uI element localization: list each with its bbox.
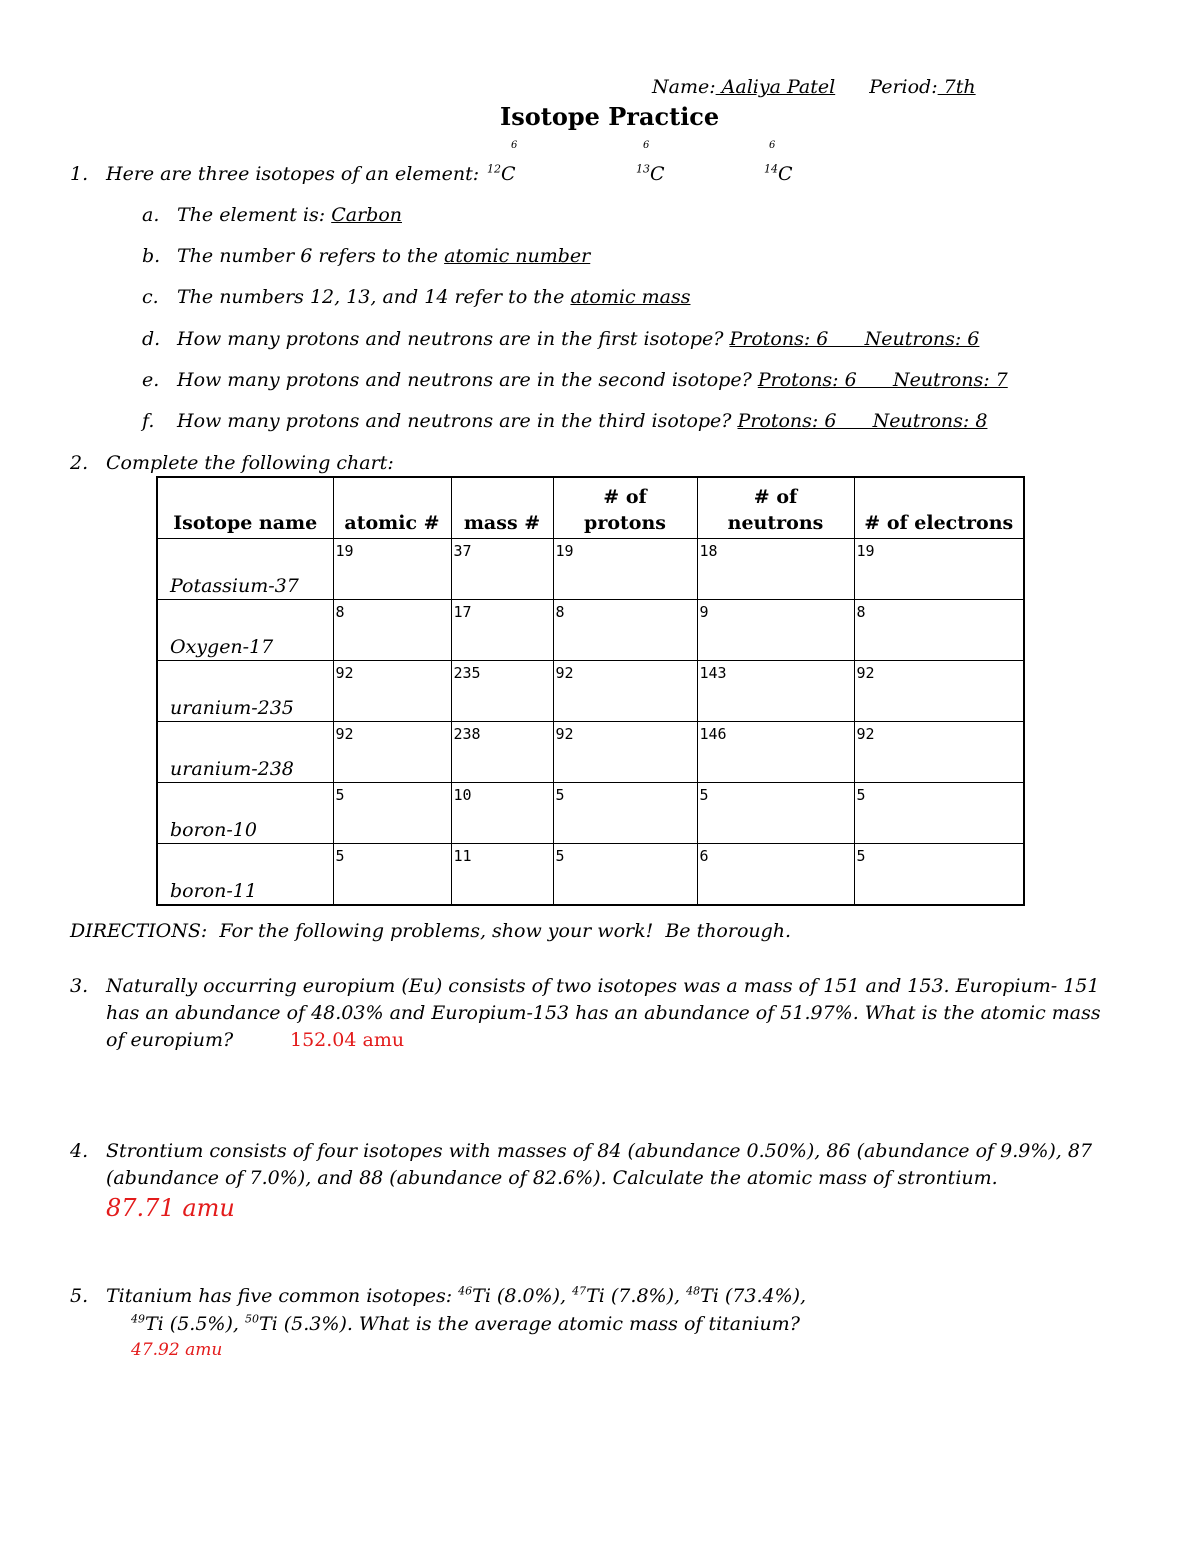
q1d-letter: d. xyxy=(142,328,161,350)
q5-number: 5. xyxy=(70,1285,89,1307)
student-name: Aaliya Patel xyxy=(715,76,836,98)
ti50-text: Ti (5.3%). What is the average atomic mass of titanium? xyxy=(258,1313,800,1335)
col-header-isotope-name: Isotope name xyxy=(157,477,333,539)
table-cell: 235 xyxy=(451,661,553,722)
table-cell: 92 xyxy=(854,661,1024,722)
period-label: Period: xyxy=(869,76,938,98)
isotope-name: uranium-238 xyxy=(170,758,294,780)
table-cell: 11 xyxy=(451,844,553,906)
directions: DIRECTIONS: For the following problems, show your work! Be thorough. xyxy=(70,920,792,942)
table-cell: 5 xyxy=(333,783,451,844)
table-row xyxy=(157,661,1024,722)
isotope-3-mass: 14 xyxy=(764,162,778,176)
table-cell: 92 xyxy=(553,722,697,783)
ti48-text: Ti (73.4%), xyxy=(700,1285,807,1307)
q2-text: Complete the following chart: xyxy=(106,452,394,474)
q1c-answer: atomic mass xyxy=(570,286,691,308)
q1b-answer: atomic number xyxy=(444,245,591,267)
isotope-2 xyxy=(636,163,665,185)
table-cell: 5 xyxy=(553,783,697,844)
table-cell: 92 xyxy=(333,661,451,722)
table-row xyxy=(157,844,1024,906)
table-cell: 19 xyxy=(854,539,1024,600)
col-header-neutrons-label: # of neutrons xyxy=(727,486,824,534)
table-cell: 5 xyxy=(553,844,697,906)
ti47-text: Ti (7.8%), xyxy=(586,1285,687,1307)
period-value: 7th xyxy=(937,76,976,98)
isotope-3-symbol: C xyxy=(778,163,793,185)
table-cell: 19 xyxy=(333,539,451,600)
q1e xyxy=(177,369,1008,391)
q4-line1: Strontium consists of four isotopes with masses of 84 (abundance 0.50%), 86 (abundance of 9.9%), 87 xyxy=(106,1140,1093,1162)
isotope-name: Potassium-37 xyxy=(170,575,299,597)
table-cell: 8 xyxy=(854,600,1024,661)
q1a-text: The element is: xyxy=(177,204,332,226)
q5-line1 xyxy=(106,1285,806,1307)
col-header-electrons: # of electrons xyxy=(854,477,1024,539)
q4-answer: 87.71 amu xyxy=(106,1194,235,1222)
q3-line2: has an abundance of 48.03% and Europium-153 has an abundance of 51.97%. What is the atomic mass xyxy=(106,1002,1101,1024)
q1f-text: How many protons and neutrons are in the third isotope? xyxy=(177,410,738,432)
isotope-2-symbol: C xyxy=(650,163,665,185)
chart-body xyxy=(157,539,1024,906)
q3-line1: Naturally occurring europium (Eu) consists of two isotopes was a mass of 151 and 153. Europium- 151 xyxy=(106,975,1100,997)
q1e-text: How many protons and neutrons are in the second isotope? xyxy=(177,369,758,391)
isotope-name: boron-11 xyxy=(170,880,257,902)
q5-intro: Titanium has five common isotopes: xyxy=(106,1285,459,1307)
q1c-letter: c. xyxy=(142,286,159,308)
name-label: Name: xyxy=(652,76,716,98)
q1b xyxy=(177,245,590,267)
isotope-name: boron-10 xyxy=(170,819,257,841)
col-header-protons-label: # of protons xyxy=(584,486,666,534)
q1a xyxy=(177,204,402,226)
table-cell: 37 xyxy=(451,539,553,600)
isotope-2-atomic: 6 xyxy=(643,140,650,151)
isotope-name-cell xyxy=(157,539,333,600)
isotope-name-cell xyxy=(157,661,333,722)
isotope-name-cell xyxy=(157,844,333,906)
ti48-mass: 48 xyxy=(686,1284,701,1298)
table-cell: 146 xyxy=(697,722,854,783)
ti49-mass: 49 xyxy=(131,1312,145,1326)
chart-header-row xyxy=(157,477,1024,539)
q1f-letter: f. xyxy=(142,410,155,432)
q4-line2: (abundance of 7.0%), and 88 (abundance of 82.6%). Calculate the atomic mass of strontium. xyxy=(106,1167,998,1189)
table-cell: 19 xyxy=(553,539,697,600)
table-cell: 143 xyxy=(697,661,854,722)
table-cell: 17 xyxy=(451,600,553,661)
q1b-letter: b. xyxy=(142,245,161,267)
col-header-atomic: atomic # xyxy=(333,477,451,539)
table-cell: 5 xyxy=(854,783,1024,844)
isotope-3-atomic: 6 xyxy=(769,140,776,151)
ti49-text: Ti (5.5%), xyxy=(145,1313,245,1335)
q1b-text: The number 6 refers to the xyxy=(177,245,445,267)
q1a-answer: Carbon xyxy=(331,204,402,226)
col-header-mass: mass # xyxy=(451,477,553,539)
isotope-name-cell xyxy=(157,783,333,844)
page-title: Isotope Practice xyxy=(500,102,720,131)
table-cell: 5 xyxy=(854,844,1024,906)
table-cell: 6 xyxy=(697,844,854,906)
q1d-answer: Protons: 6 Neutrons: 6 xyxy=(729,328,980,350)
table-cell: 5 xyxy=(333,844,451,906)
q4-number: 4. xyxy=(70,1140,89,1162)
ti46-text: Ti (8.0%), xyxy=(472,1285,573,1307)
q3-number: 3. xyxy=(70,975,89,997)
table-row xyxy=(157,600,1024,661)
q1a-letter: a. xyxy=(142,204,160,226)
table-row xyxy=(157,783,1024,844)
isotope-3 xyxy=(764,163,793,185)
isotope-chart xyxy=(156,476,1025,906)
table-row xyxy=(157,539,1024,600)
name-line xyxy=(652,76,976,98)
isotope-2-mass: 13 xyxy=(636,162,650,176)
ti47-mass: 47 xyxy=(572,1284,587,1298)
table-cell: 5 xyxy=(697,783,854,844)
isotope-name-cell xyxy=(157,600,333,661)
isotope-1-symbol: C xyxy=(501,163,516,185)
q1c-text: The numbers 12, 13, and 14 refer to the xyxy=(177,286,571,308)
ti46-mass: 46 xyxy=(458,1284,473,1298)
table-cell: 92 xyxy=(553,661,697,722)
q1f xyxy=(177,410,987,432)
table-cell: 238 xyxy=(451,722,553,783)
isotope-1-atomic: 6 xyxy=(511,140,518,151)
q1-number: 1. xyxy=(70,163,89,185)
col-header-neutrons xyxy=(697,477,854,539)
table-row xyxy=(157,722,1024,783)
isotope-1 xyxy=(487,163,516,185)
table-cell: 92 xyxy=(854,722,1024,783)
q1d-text: How many protons and neutrons are in the first isotope? xyxy=(177,328,730,350)
col-header-protons xyxy=(553,477,697,539)
q1e-answer: Protons: 6 Neutrons: 7 xyxy=(757,369,1008,391)
q1c xyxy=(177,286,690,308)
table-cell: 18 xyxy=(697,539,854,600)
table-cell: 9 xyxy=(697,600,854,661)
table-cell: 8 xyxy=(333,600,451,661)
q1f-answer: Protons: 6 Neutrons: 8 xyxy=(737,410,988,432)
isotope-1-mass: 12 xyxy=(487,162,501,176)
table-cell: 8 xyxy=(553,600,697,661)
q1e-letter: e. xyxy=(142,369,160,391)
q3-line3: of europium? xyxy=(106,1029,234,1051)
q1-text: Here are three isotopes of an element: xyxy=(106,163,480,185)
q5-line2 xyxy=(131,1313,800,1335)
ti50-mass: 50 xyxy=(244,1312,259,1326)
q2-number: 2. xyxy=(70,452,89,474)
isotope-name: Oxygen-17 xyxy=(170,636,274,658)
q3-answer: 152.04 amu xyxy=(290,1029,405,1051)
table-cell: 92 xyxy=(333,722,451,783)
table-cell: 10 xyxy=(451,783,553,844)
isotope-name: uranium-235 xyxy=(170,697,294,719)
q1d xyxy=(177,328,979,350)
q5-answer: 47.92 amu xyxy=(131,1340,223,1360)
isotope-name-cell xyxy=(157,722,333,783)
